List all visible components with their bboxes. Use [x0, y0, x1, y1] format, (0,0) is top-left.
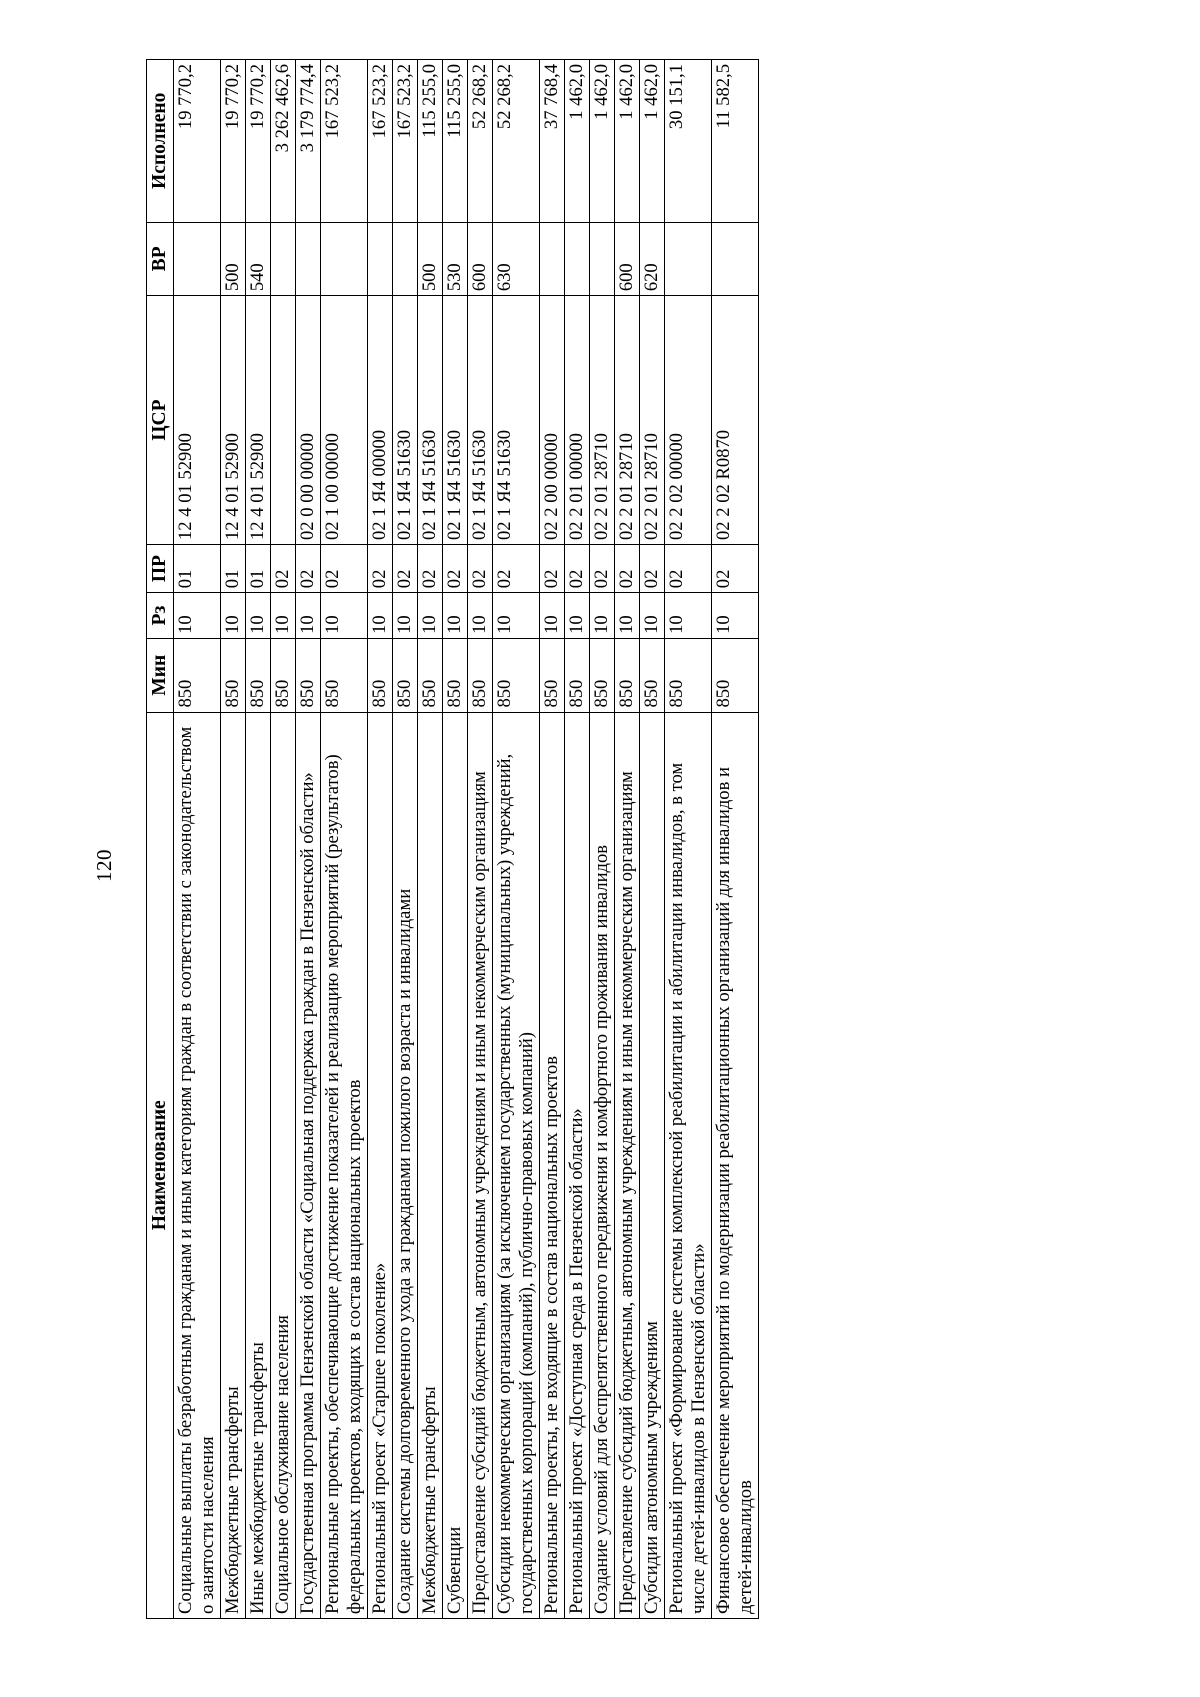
table-header-row [147, 60, 174, 1619]
cell-pr: 01 [246, 544, 271, 592]
cell-csr: 02 1 Я4 51630 [393, 296, 418, 545]
cell-min: 850 [271, 638, 296, 712]
cell-min: 850 [321, 638, 368, 712]
cell-rz: 10 [590, 593, 615, 639]
table-row [368, 60, 393, 1619]
cell-vr: 500 [418, 222, 443, 296]
cell-sum: 52 268,2 [493, 60, 540, 223]
table-row [246, 60, 271, 1619]
header-rz: Рз [147, 593, 174, 639]
table-row [493, 60, 540, 1619]
table-row [665, 60, 712, 1619]
cell-pr: 02 [565, 544, 590, 592]
cell-pr: 02 [468, 544, 493, 592]
cell-csr [271, 296, 296, 545]
table-row [418, 60, 443, 1619]
table-row [443, 60, 468, 1619]
cell-vr [296, 222, 321, 296]
cell-min: 850 [246, 638, 271, 712]
table-row [615, 60, 640, 1619]
cell-min: 850 [393, 638, 418, 712]
cell-pr: 02 [393, 544, 418, 592]
cell-vr [590, 222, 615, 296]
cell-csr: 02 1 00 00000 [321, 296, 368, 545]
header-sum: Исполнено [147, 60, 174, 223]
cell-sum: 115 255,0 [418, 60, 443, 223]
cell-rz: 10 [640, 593, 665, 639]
cell-sum: 167 523,2 [321, 60, 368, 223]
cell-pr: 02 [493, 544, 540, 592]
cell-vr [665, 222, 712, 296]
cell-pr: 02 [296, 544, 321, 592]
cell-vr [712, 222, 759, 296]
table-body [174, 60, 759, 1619]
cell-vr: 600 [615, 222, 640, 296]
cell-rz: 10 [712, 593, 759, 639]
cell-vr: 620 [640, 222, 665, 296]
cell-rz: 10 [418, 593, 443, 639]
table-row [640, 60, 665, 1619]
cell-pr: 02 [712, 544, 759, 592]
cell-sum: 1 462,0 [615, 60, 640, 223]
cell-rz: 10 [221, 593, 246, 639]
table-row [393, 60, 418, 1619]
cell-name: Региональный проект «Старшее поколение» [368, 712, 393, 1618]
cell-rz: 10 [368, 593, 393, 639]
cell-csr: 02 2 02 R0870 [712, 296, 759, 545]
cell-csr: 02 1 Я4 51630 [468, 296, 493, 545]
cell-csr: 12 4 01 52900 [174, 296, 221, 545]
cell-vr [393, 222, 418, 296]
cell-vr: 500 [221, 222, 246, 296]
cell-csr: 02 0 00 00000 [296, 296, 321, 545]
cell-min: 850 [174, 638, 221, 712]
cell-csr: 02 1 Я4 00000 [368, 296, 393, 545]
cell-pr: 02 [271, 544, 296, 592]
cell-sum: 52 268,2 [468, 60, 493, 223]
cell-vr: 540 [246, 222, 271, 296]
cell-min: 850 [540, 638, 565, 712]
table-row [174, 60, 221, 1619]
cell-name: Создание системы долговременного ухода за гражданами пожилого возраста и инвалидами [393, 712, 418, 1618]
table-row [468, 60, 493, 1619]
cell-csr: 02 1 Я4 51630 [493, 296, 540, 545]
cell-sum: 30 151,1 [665, 60, 712, 223]
cell-sum: 19 770,2 [174, 60, 221, 223]
cell-vr: 600 [468, 222, 493, 296]
cell-sum: 3 179 774,4 [296, 60, 321, 223]
cell-name: Создание условий для беспрепятственного передвижения и комфортного проживания инвалидов [590, 712, 615, 1618]
cell-rz: 10 [271, 593, 296, 639]
header-pr: ПР [147, 544, 174, 592]
cell-csr: 02 2 01 28710 [640, 296, 665, 545]
cell-sum: 11 582,5 [712, 60, 759, 223]
cell-sum: 1 462,0 [590, 60, 615, 223]
cell-name: Социальное обслуживание населения [271, 712, 296, 1618]
cell-min: 850 [590, 638, 615, 712]
cell-csr: 02 1 Я4 51630 [418, 296, 443, 545]
header-vr: ВР [147, 222, 174, 296]
cell-min: 850 [665, 638, 712, 712]
table-row [271, 60, 296, 1619]
cell-vr [540, 222, 565, 296]
cell-vr: 630 [493, 222, 540, 296]
cell-sum: 3 262 462,6 [271, 60, 296, 223]
cell-rz: 10 [246, 593, 271, 639]
cell-name: Финансовое обеспечение мероприятий по модернизации реабилитационных организаций для инвалидов и детей-инвалидов [712, 712, 759, 1618]
cell-name: Субсидии автономным учреждениям [640, 712, 665, 1618]
cell-sum: 19 770,2 [221, 60, 246, 223]
cell-vr [368, 222, 393, 296]
cell-min: 850 [221, 638, 246, 712]
cell-name: Государственная программа Пензенской области «Социальная поддержка граждан в Пензенской области» [296, 712, 321, 1618]
cell-name: Межбюджетные трансферты [221, 712, 246, 1618]
cell-vr: 530 [443, 222, 468, 296]
cell-csr: 02 2 00 00000 [540, 296, 565, 545]
table-row [712, 60, 759, 1619]
cell-name: Региональные проекты, не входящие в состав национальных проектов [540, 712, 565, 1618]
cell-pr: 02 [418, 544, 443, 592]
cell-min: 850 [418, 638, 443, 712]
cell-rz: 10 [540, 593, 565, 639]
cell-pr: 02 [540, 544, 565, 592]
cell-min: 850 [443, 638, 468, 712]
cell-name: Иные межбюджетные трансферты [246, 712, 271, 1618]
table-row [590, 60, 615, 1619]
cell-pr: 02 [590, 544, 615, 592]
header-name: Наименование [147, 712, 174, 1618]
cell-vr [271, 222, 296, 296]
cell-min: 850 [712, 638, 759, 712]
cell-pr: 02 [615, 544, 640, 592]
cell-rz: 10 [665, 593, 712, 639]
cell-csr: 02 2 01 28710 [615, 296, 640, 545]
cell-csr: 02 2 01 00000 [565, 296, 590, 545]
cell-sum: 167 523,2 [393, 60, 418, 223]
cell-pr: 02 [443, 544, 468, 592]
cell-csr: 12 4 01 52900 [246, 296, 271, 545]
cell-name: Субвенции [443, 712, 468, 1618]
cell-csr: 02 2 01 28710 [590, 296, 615, 545]
cell-name: Региональный проект «Формирование системы комплексной реабилитации и абилитации инвалидов, в том числе детей-инвалидов в Пензенской области» [665, 712, 712, 1618]
cell-min: 850 [615, 638, 640, 712]
cell-sum: 115 255,0 [443, 60, 468, 223]
cell-rz: 10 [174, 593, 221, 639]
cell-vr [174, 222, 221, 296]
cell-rz: 10 [565, 593, 590, 639]
cell-pr: 02 [640, 544, 665, 592]
cell-name: Предоставление субсидий бюджетным, автономным учреждениям и иным некоммерческим организациям [468, 712, 493, 1618]
cell-name: Региональные проекты, обеспечивающие достижение показателей и реализацию мероприятий (результатов) федеральных проектов, входящих в состав национальных проектов [321, 712, 368, 1618]
header-min: Мин [147, 638, 174, 712]
cell-min: 850 [468, 638, 493, 712]
cell-rz: 10 [468, 593, 493, 639]
cell-min: 850 [368, 638, 393, 712]
cell-pr: 02 [321, 544, 368, 592]
cell-pr: 02 [665, 544, 712, 592]
cell-min: 850 [493, 638, 540, 712]
cell-rz: 10 [443, 593, 468, 639]
header-csr: ЦСР [147, 296, 174, 545]
cell-min: 850 [296, 638, 321, 712]
cell-rz: 10 [393, 593, 418, 639]
page-number: 120 [92, 849, 116, 882]
cell-sum: 167 523,2 [368, 60, 393, 223]
cell-pr: 01 [174, 544, 221, 592]
cell-min: 850 [640, 638, 665, 712]
cell-name: Субсидии некоммерческим организациям (за исключением государственных (муниципальных) учреждений, государственных корпораций (компаний), публично-правовых компаний) [493, 712, 540, 1618]
table-row [321, 60, 368, 1619]
cell-sum: 19 770,2 [246, 60, 271, 223]
cell-sum: 37 768,4 [540, 60, 565, 223]
cell-min: 850 [565, 638, 590, 712]
cell-vr [565, 222, 590, 296]
cell-csr: 02 2 02 00000 [665, 296, 712, 545]
budget-table [146, 59, 759, 1619]
cell-csr: 12 4 01 52900 [221, 296, 246, 545]
cell-name: Межбюджетные трансферты [418, 712, 443, 1618]
cell-pr: 01 [221, 544, 246, 592]
table-row [540, 60, 565, 1619]
cell-pr: 02 [368, 544, 393, 592]
table-row [221, 60, 246, 1619]
cell-name: Социальные выплаты безработным гражданам и иным категориям граждан в соответствии с законодательством о занятости населения [174, 712, 221, 1618]
table-row [565, 60, 590, 1619]
cell-rz: 10 [493, 593, 540, 639]
cell-rz: 10 [321, 593, 368, 639]
cell-rz: 10 [615, 593, 640, 639]
cell-vr [321, 222, 368, 296]
cell-sum: 1 462,0 [565, 60, 590, 223]
cell-rz: 10 [296, 593, 321, 639]
cell-name: Предоставление субсидий бюджетным, автономным учреждениям и иным некоммерческим организациям [615, 712, 640, 1618]
table-row [296, 60, 321, 1619]
cell-name: Региональный проект «Доступная среда в Пензенской области» [565, 712, 590, 1618]
cell-csr: 02 1 Я4 51630 [443, 296, 468, 545]
cell-sum: 1 462,0 [640, 60, 665, 223]
